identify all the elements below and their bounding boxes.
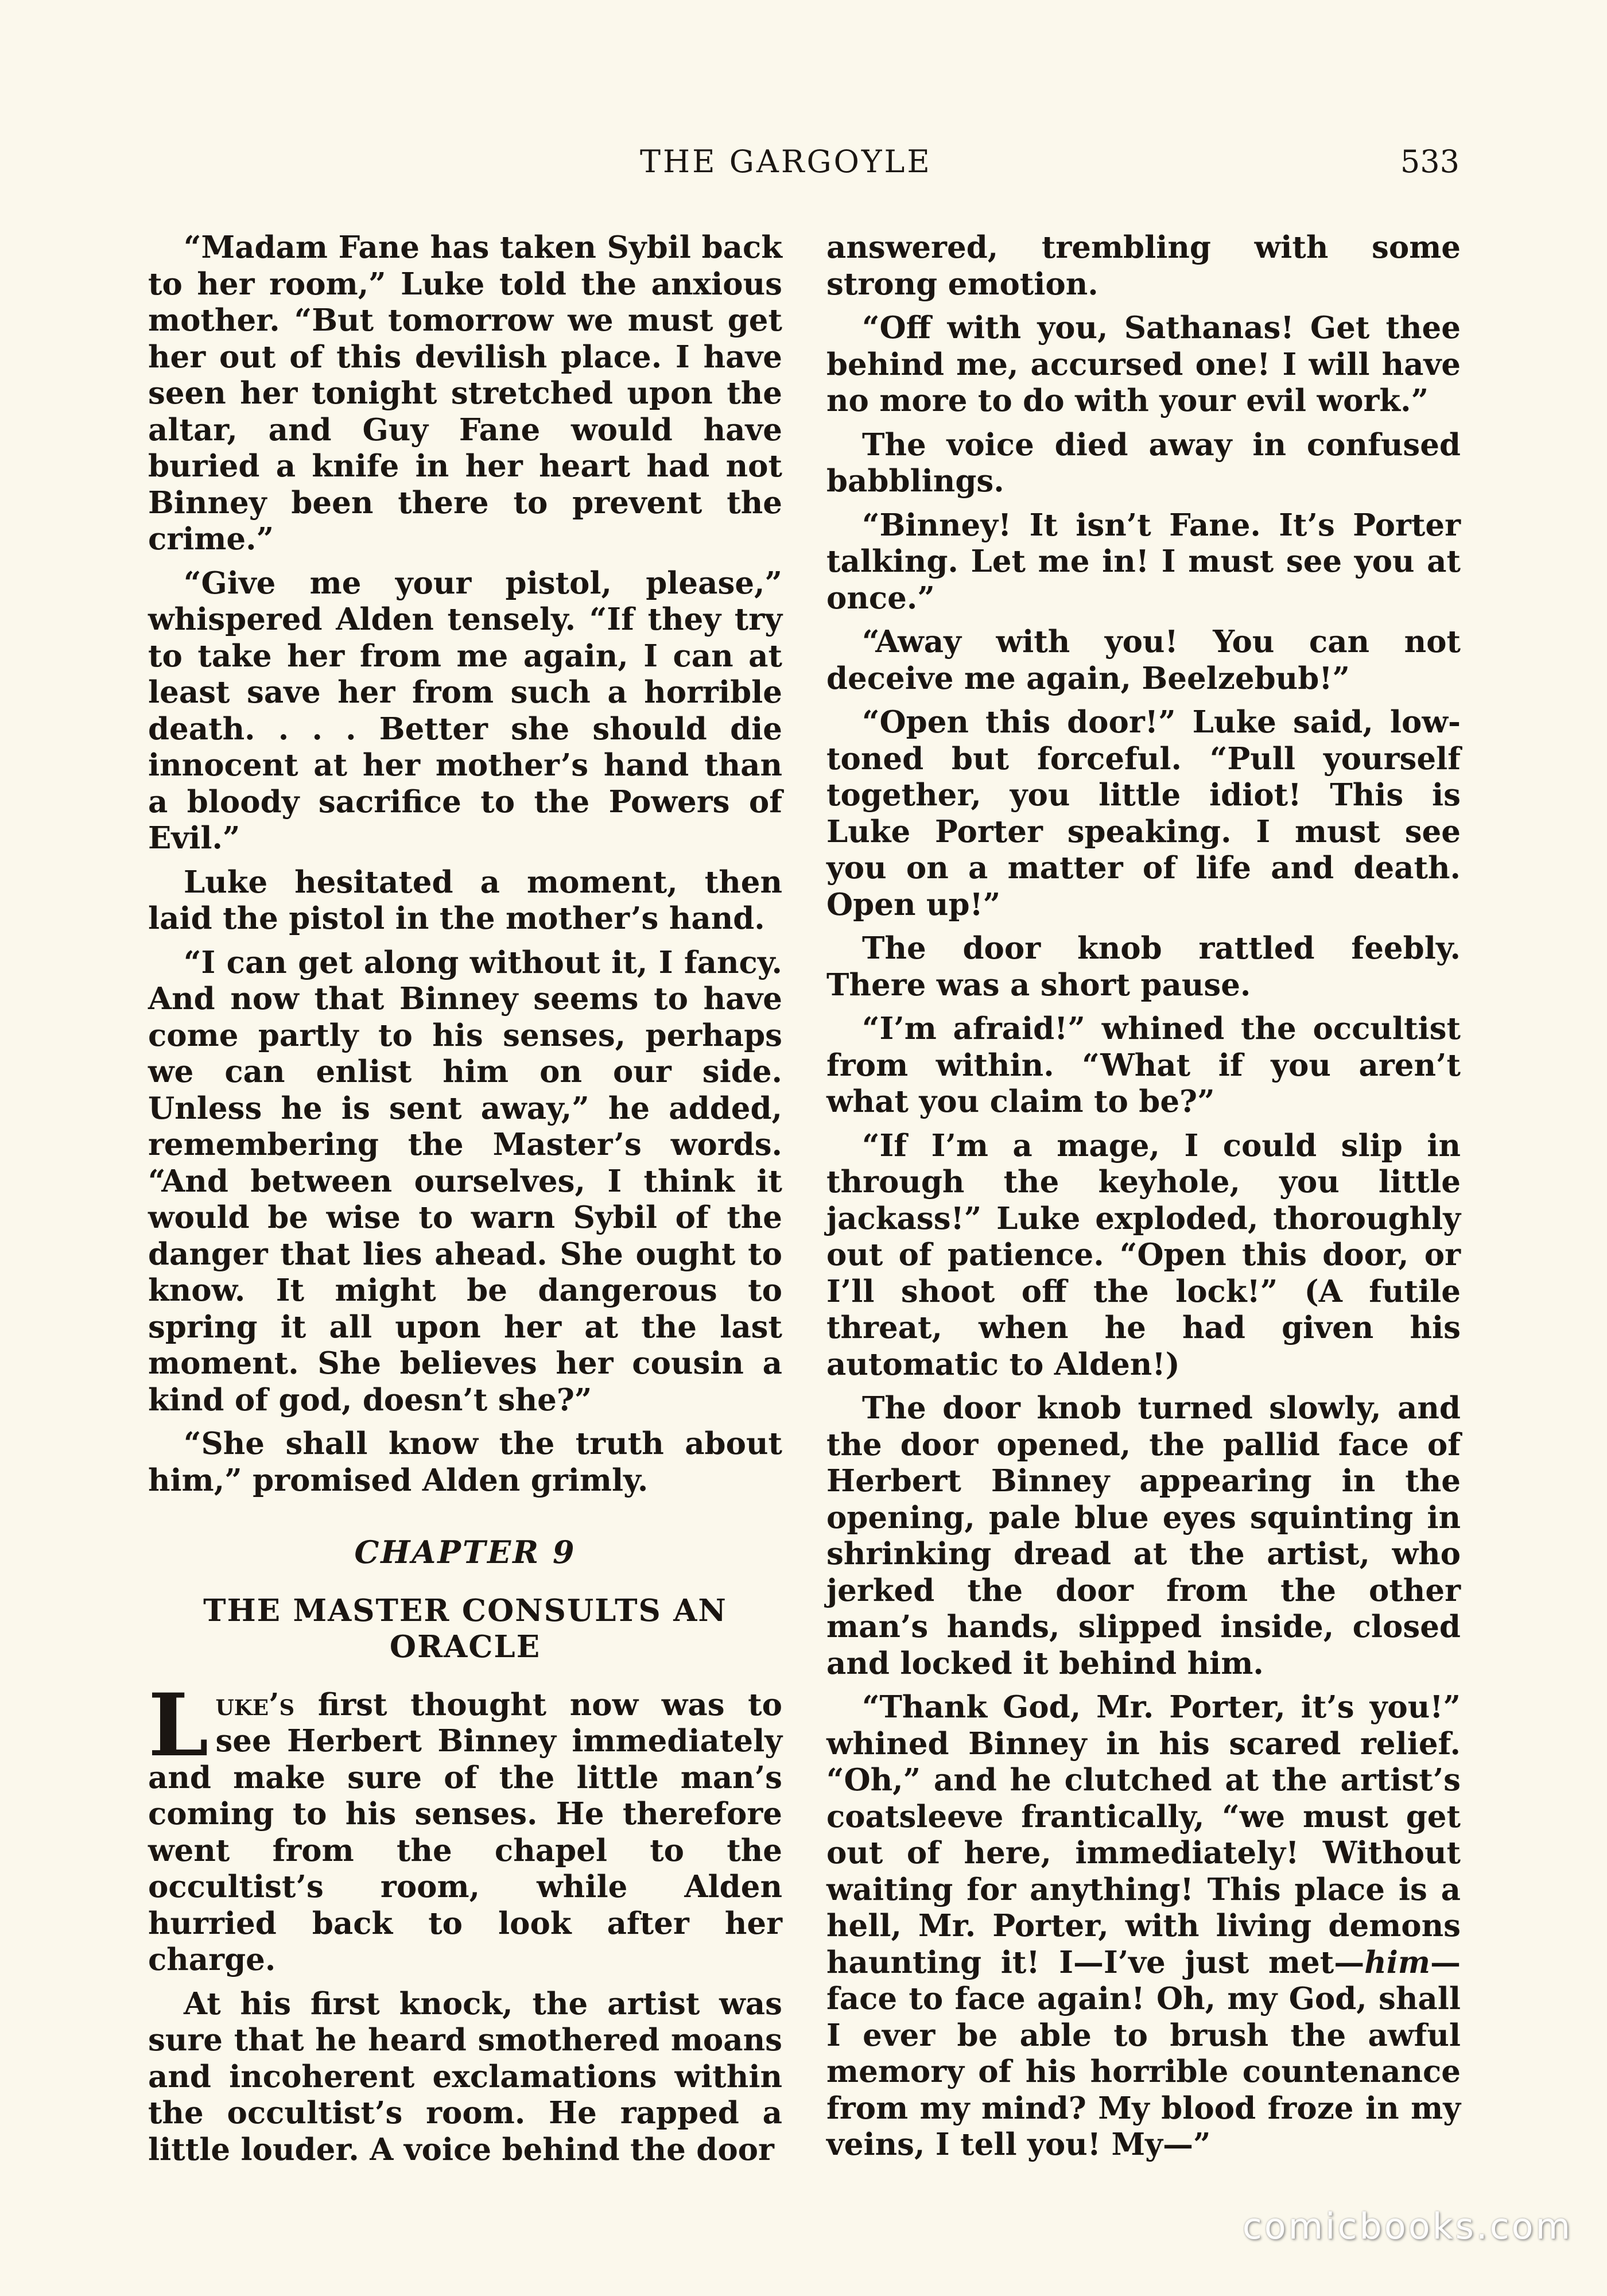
- paragraph-text: first thought now was to see Herbert Binney immediately and make sure of the little man’s coming to his senses. He therefore went from the chapel to the occultist’s room, while Alden hurried back to look after her charge.: [148, 1686, 782, 1977]
- paragraph: “Binney! It isn’t Fane. It’s Porter talking. Let me in! I must see you at once.”: [826, 507, 1461, 616]
- paragraph: “Give me your pistol, please,” whispered Alden tensely. “If they try to take her from me again, I can at least save her from such a horrible death. . . . Better she should die innocent at her mother’s hand than a bloody sacrifice to the Powers of Evil.”: [148, 565, 782, 856]
- page-number: 533: [1400, 144, 1460, 180]
- paragraph: The voice died away in confused babblings.: [826, 426, 1461, 499]
- paragraph: “Open this door!” Luke said, low-toned but forceful. “Pull yourself together, you little idiot! This is Luke Porter speaking. I must see you on a matter of life and death. Open up!”: [826, 704, 1461, 922]
- paragraph-text: “Thank God, Mr. Porter, it’s you!” whined Binney in his scared relief. “Oh,” and he clutched at the artist’s coatsleeve frantically, “we must get out of here, immediately! Without waiting for anything! This place is a hell, Mr. Porter, with living demons haunting it! I—I’ve just met—: [826, 1689, 1461, 1980]
- emphasis-text: him: [1364, 1944, 1430, 1980]
- left-column: [148, 230, 782, 2175]
- watermark: comicbooks.com: [1242, 2205, 1573, 2247]
- paragraph: [826, 1689, 1461, 2163]
- paragraph: At his first knock, the artist was sure that he heard smothered moans and incoherent exclamations within the occultist’s room. He rapped a little louder. A voice behind the door: [148, 1985, 782, 2167]
- paragraph: “If I’m a mage, I could slip in through the keyhole, you little jackass!” Luke exploded, thoroughly out of patience. “Open this door, or I’ll shoot off the lock!” (A futile threat, when he had given his automatic to Alden!): [826, 1127, 1461, 1382]
- right-column: [826, 230, 1461, 2171]
- paragraph: “I’m afraid!” whined the occultist from within. “What if you aren’t what you claim to be?”: [826, 1011, 1461, 1119]
- small-caps-word: uke’s: [215, 1686, 295, 1723]
- paragraph: The door knob rattled feebly. There was a short pause.: [826, 930, 1461, 1003]
- paragraph: answered, trembling with some strong emotion.: [826, 230, 1461, 302]
- paragraph: “Madam Fane has taken Sybil back to her room,” Luke told the anxious mother. “But tomorrow we must get her out of this devilish place. I have seen her tonight stretched upon the altar, and Guy Fane would have buried a knife in her heart had not Binney been there to prevent the crime.”: [148, 230, 782, 557]
- paragraph: Luke hesitated a moment, then laid the pistol in the mother’s hand.: [148, 864, 782, 936]
- paragraph: “I can get along without it, I fancy. And now that Binney seems to have come partly to his senses, perhaps we can enlist him on our side. Unless he is sent away,” he added, remembering the Master’s words. “And between ourselves, I think it would be wise to warn Sybil of the danger that lies ahead. She ought to know. It might be dangerous to spring it all upon her at the last moment. She believes her cousin a kind of god, doesn’t she?”: [148, 944, 782, 1418]
- paragraph: The door knob turned slowly, and the door opened, the pallid face of Herbert Binney appearing in the opening, pale blue eyes squinting in shrinking dread at the artist, who jerked the door from the other man’s hands, slipped inside, closed and locked it behind him.: [826, 1390, 1461, 1681]
- paragraph: “Away with you! You can not deceive me again, Beelzebub!”: [826, 624, 1461, 696]
- running-title: THE GARGOYLE: [640, 144, 932, 180]
- paragraph: “Off with you, Sathanas! Get thee behind me, accursed one! I will have no more to do with your evil work.”: [826, 310, 1461, 418]
- paragraph-text: —face to face again! Oh, my God, shall I ever be able to brush the awful memory of his horrible countenance from my mind? My blood froze in my veins, I tell you! My—”: [826, 1944, 1461, 2162]
- running-header: [0, 144, 1607, 189]
- chapter-title: CHAPTER 9: [354, 1534, 576, 1570]
- chapter-opening-paragraph: [148, 1674, 782, 1979]
- drop-cap: L: [148, 1674, 209, 1776]
- chapter-subtitle: THE MASTER CONSULTS AN ORACLE: [203, 1592, 727, 1665]
- paragraph: “She shall know the truth about him,” promised Alden grimly.: [148, 1426, 782, 1498]
